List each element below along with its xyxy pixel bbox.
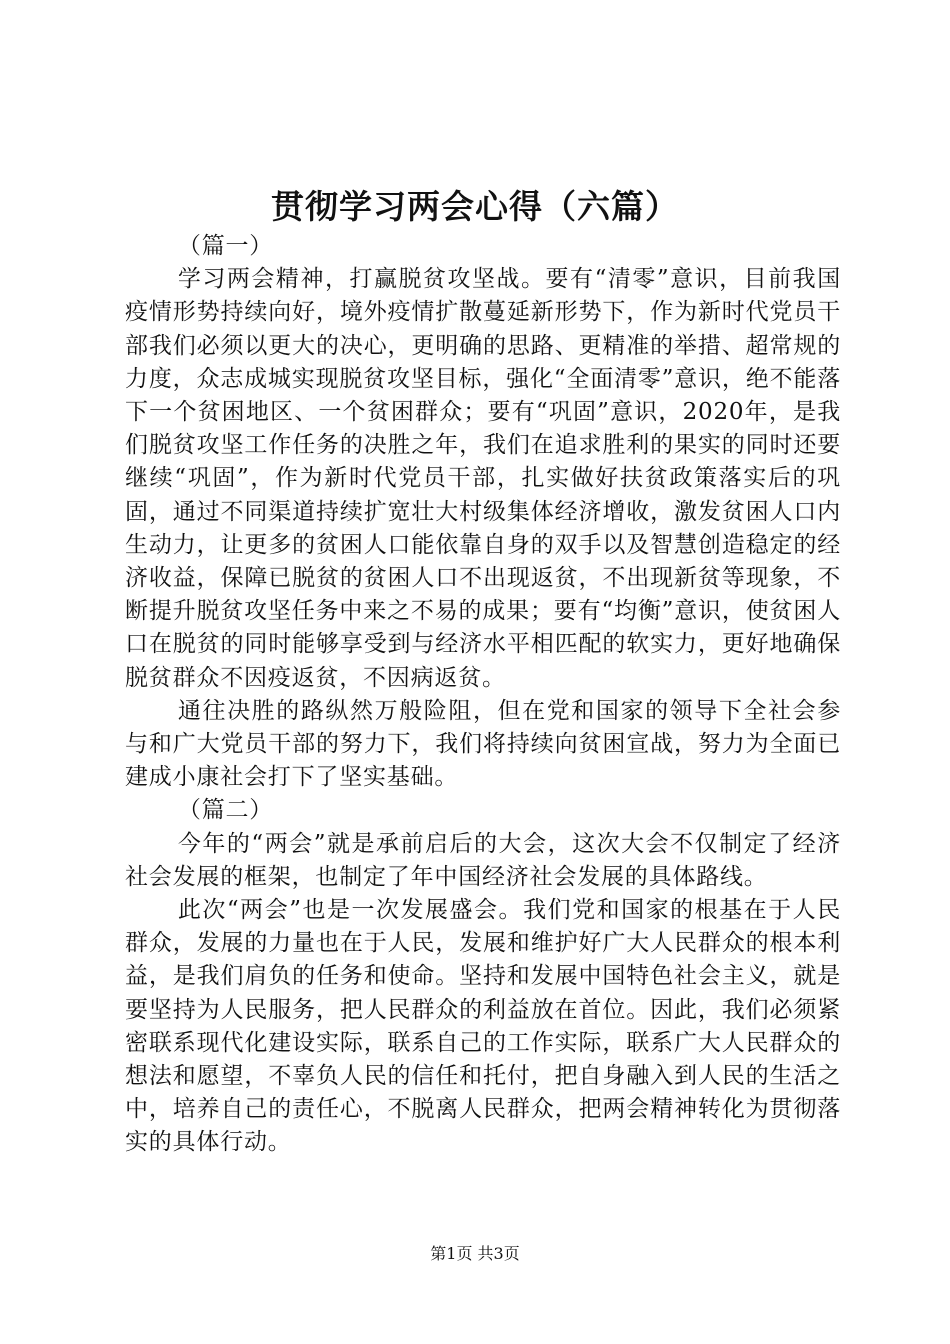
section-label: （篇二） xyxy=(177,797,274,824)
page-footer: 第1页 共3页 xyxy=(430,1244,520,1263)
paragraph: 此次“两会”也是一次发展盛会。我们党和国家的根基在于人民群众，发展的力量也在于人民，发展和维护好广大人民群众的根本利益，是我们肩负的任务和使命。坚持和发展中国特色社会主义，就是要坚持为人民服务，把人民群众的利益放在首位。因此，我们必须紧密联系现代化建设实际，联系自己的工作实际，联系广大人民群众的想法和愿望，不辜负人民的信任和托付，把自身融入到人民的生活之中，培养自己的责任心，不脱离人民群众，把两会精神转化为贯彻落实的具体行动。 xyxy=(125,897,841,1156)
paragraph: 学习两会精神，打赢脱贫攻坚战。要有“清零”意识，目前我国疫情形势持续向好，境外疫情扩散蔓延新形势下，作为新时代党员干部我们必须以更大的决心，更明确的思路、更精准的举措、超常规的力度，众志成城实现脱贫攻坚目标，强化“全面清零”意识，绝不能落下一个贫困地区、一个贫困群众；要有“巩固”意识，2020年，是我们脱贫攻坚工作任务的决胜之年，我们在追求胜利的果实的同时还要继续“巩固”，作为新时代党员干部，扎实做好扶贫政策落实后的巩固，通过不同渠道持续扩宽壮大村级集体经济增收，激发贫困人口内生动力，让更多的贫困人口能依靠自身的双手以及智慧创造稳定的经济收益，保障已脱贫的贫困人口不出现返贫，不出现新贫等现象，不断提升脱贫攻坚任务中来之不易的成果；要有“均衡”意识，使贫困人口在脱贫的同时能够享受到与经济水平相匹配的软实力，更好地确保脱贫群众不因疫返贫，不因病返贫。 xyxy=(125,266,841,691)
paragraph: 通往决胜的路纵然万般险阻，但在党和国家的领导下全社会参与和广大党员干部的努力下，我们将持续向贫困宣战，努力为全面已建成小康社会打下了坚实基础。 xyxy=(125,697,841,791)
paragraph: 今年的“两会”就是承前启后的大会，这次大会不仅制定了经济社会发展的框架，也制定了年中国经济社会发展的具体路线。 xyxy=(125,830,841,890)
document-title: 贯彻学习两会心得（六篇） xyxy=(271,187,679,226)
section-label: （篇一） xyxy=(177,233,274,259)
document-body xyxy=(125,230,841,1160)
